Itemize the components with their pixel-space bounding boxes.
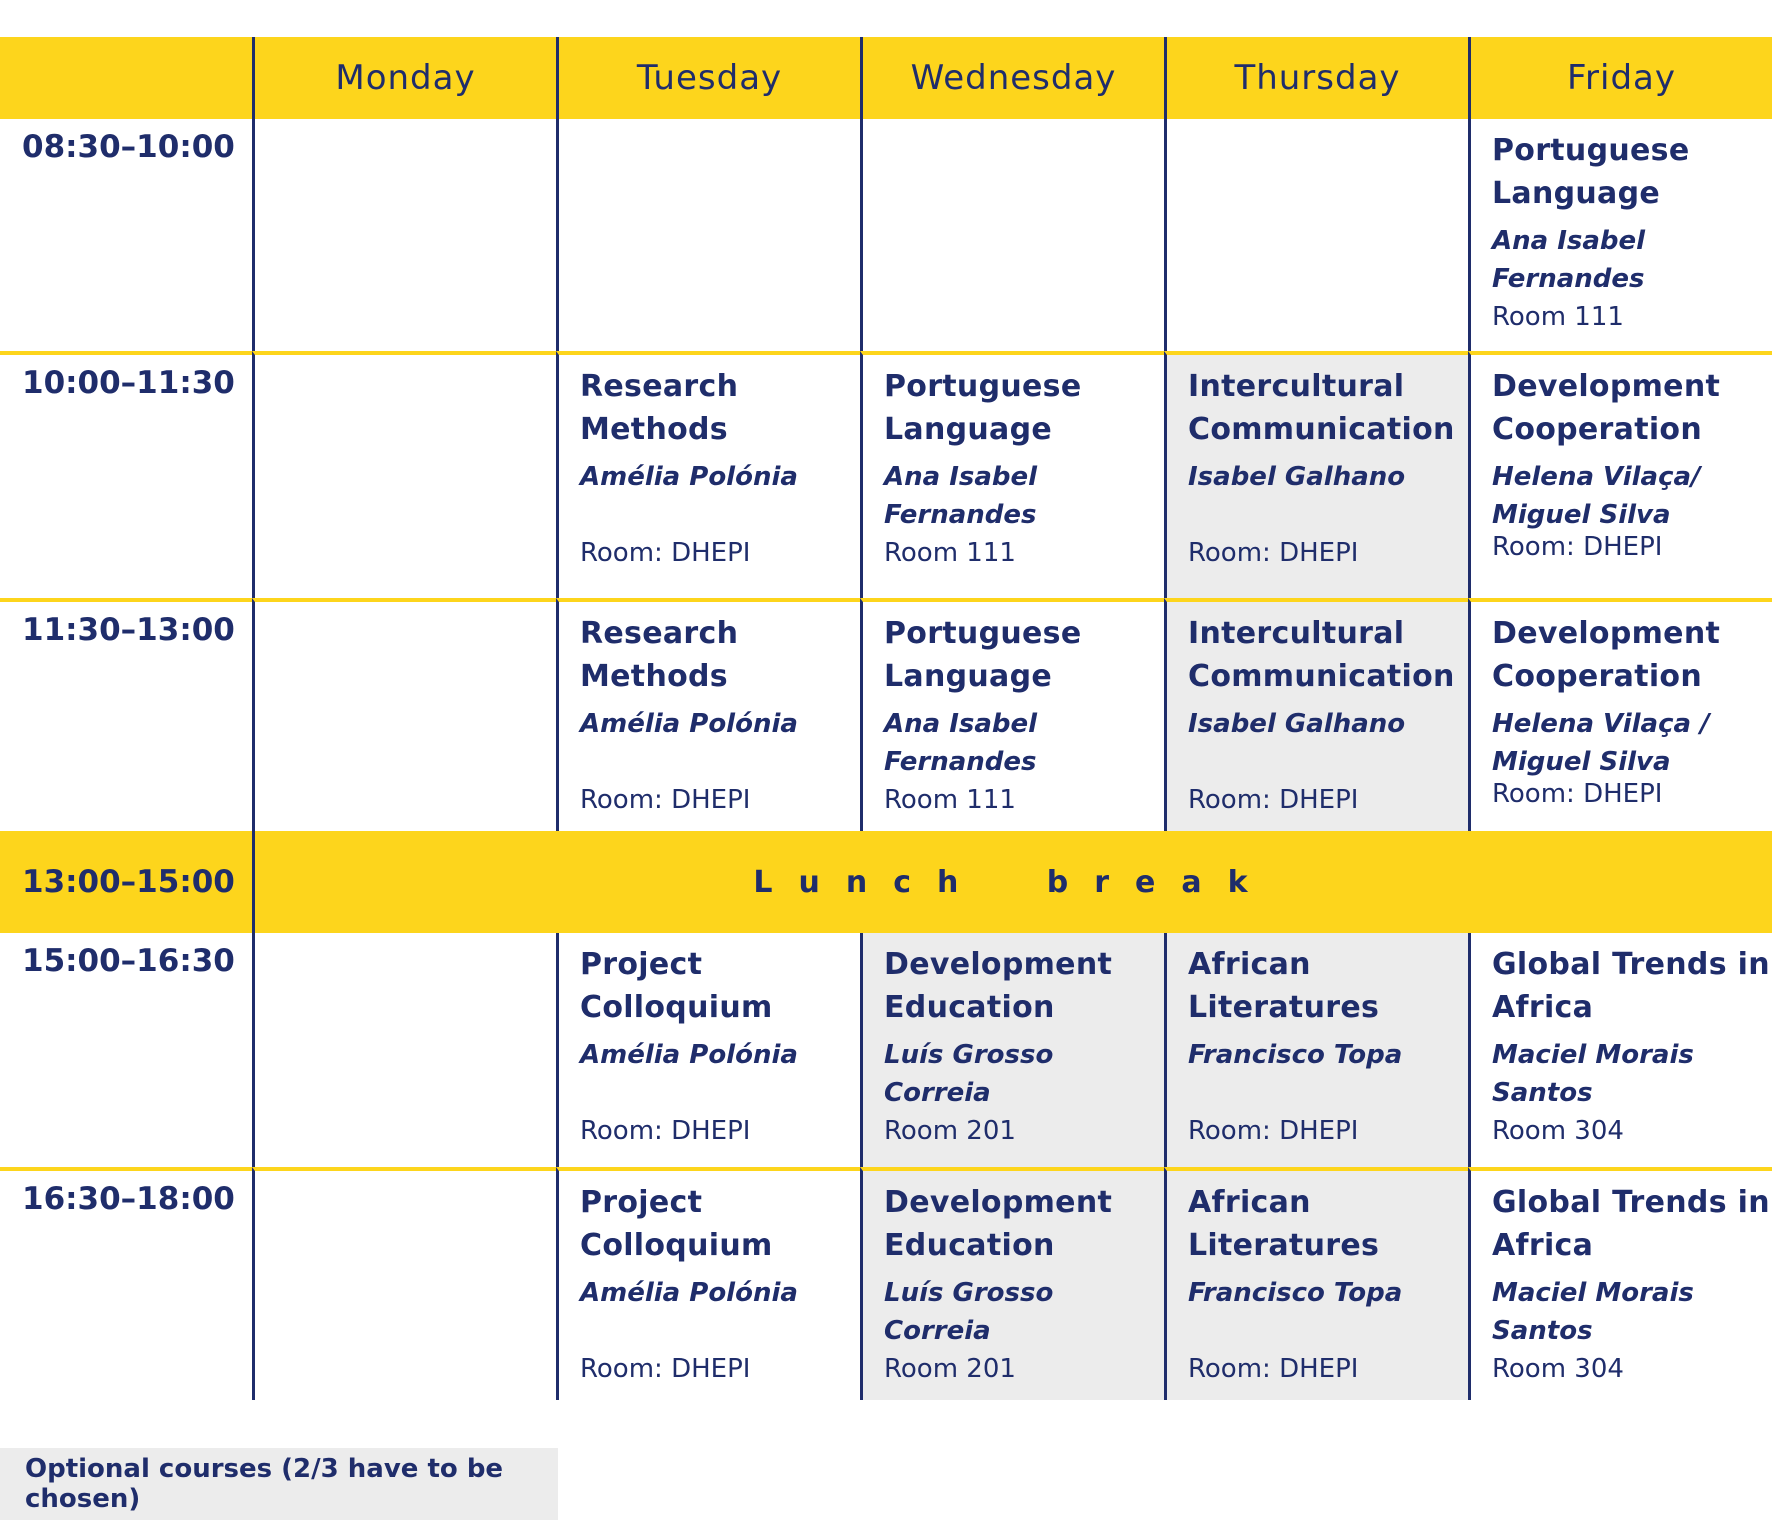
course-title: Development Education [884, 947, 1113, 1025]
course-room: Room 201 [884, 1354, 1016, 1384]
course-room: Room: DHEPI [580, 1354, 751, 1384]
empty-slot [252, 933, 556, 1167]
course-slot [556, 933, 860, 1167]
empty-slot [860, 119, 1164, 351]
course-slot [556, 598, 860, 831]
course-room: Room: DHEPI [580, 785, 751, 815]
optional-course-slot [1164, 933, 1468, 1167]
time-label: 16:30–18:00 [0, 1167, 252, 1400]
course-teacher: Helena Vilaça / Miguel Silva [1492, 709, 1710, 777]
course-room: Room: DHEPI [1492, 779, 1663, 809]
course-room: Room: DHEPI [1492, 532, 1663, 562]
course-teacher: Isabel Galhano [1188, 462, 1406, 492]
course-teacher: Amélia Polónia [580, 709, 798, 739]
empty-slot [1164, 119, 1468, 351]
header-wednesday: Wednesday [860, 37, 1164, 119]
course-teacher: Francisco Topa [1188, 1040, 1403, 1070]
course-room: Room 111 [884, 785, 1016, 815]
time-label: 15:00–16:30 [22, 943, 235, 979]
course-title: Global Trends in Africa [1492, 947, 1770, 1025]
course-teacher: Amélia Polónia [580, 1040, 798, 1070]
course-slot [1468, 933, 1772, 1167]
course-teacher: Francisco Topa [1188, 1278, 1403, 1308]
lunch-break: Lunch break [252, 831, 1772, 933]
course-title: Development Cooperation [1492, 616, 1721, 694]
course-teacher: Maciel Morais Santos [1492, 1278, 1694, 1346]
optional-course-slot [1164, 598, 1468, 831]
course-teacher: Helena Vilaça/ Miguel Silva [1492, 462, 1701, 530]
course-title: Intercultural Communication [1188, 369, 1455, 447]
course-room: Room: DHEPI [580, 538, 751, 568]
course-teacher: Ana Isabel Fernandes [1492, 226, 1646, 294]
course-room: Room: DHEPI [580, 1116, 751, 1146]
course-title: Project Colloquium [580, 947, 773, 1025]
course-slot [556, 1167, 860, 1400]
course-teacher: Luís Grosso Correia [884, 1278, 1054, 1346]
header-tuesday: Tuesday [556, 37, 860, 119]
course-teacher: Maciel Morais Santos [1492, 1040, 1694, 1108]
course-teacher: Isabel Galhano [1188, 709, 1406, 739]
course-title: African Literatures [1188, 947, 1380, 1025]
course-title: Development Cooperation [1492, 369, 1721, 447]
optional-course-slot [860, 1167, 1164, 1400]
timetable [0, 37, 1772, 1400]
time-label: 11:30–13:00 [0, 598, 252, 831]
empty-slot [556, 119, 860, 351]
header-monday: Monday [252, 37, 556, 119]
course-title: Research Methods [580, 369, 739, 447]
empty-slot [252, 119, 556, 351]
course-teacher: Ana Isabel Fernandes [884, 709, 1038, 777]
course-title: African Literatures [1188, 1185, 1380, 1263]
course-slot [1468, 598, 1772, 831]
course-teacher: Amélia Polónia [580, 1278, 798, 1308]
course-room: Room: DHEPI [1188, 785, 1359, 815]
course-title: Global Trends in Africa [1492, 1185, 1770, 1263]
header-corner [0, 37, 252, 119]
optional-course-slot [860, 933, 1164, 1167]
course-teacher: Amélia Polónia [580, 462, 798, 492]
header-friday: Friday [1468, 37, 1772, 119]
optional-course-slot [1164, 1167, 1468, 1400]
header-thursday: Thursday [1164, 37, 1468, 119]
time-label: 08:30–10:00 [22, 129, 235, 165]
course-room: Room: DHEPI [1188, 538, 1359, 568]
course-title: Portuguese Language [1492, 133, 1690, 211]
empty-slot [252, 598, 556, 831]
course-teacher: Ana Isabel Fernandes [884, 462, 1038, 530]
course-room: Room 111 [884, 538, 1016, 568]
course-room: Room 111 [1492, 302, 1624, 332]
course-slot [860, 351, 1164, 598]
course-slot [1468, 1167, 1772, 1400]
course-room: Room 201 [884, 1116, 1016, 1146]
course-title: Development Education [884, 1185, 1113, 1263]
course-title: Project Colloquium [580, 1185, 773, 1263]
course-title: Portuguese Language [884, 616, 1082, 694]
course-slot [556, 351, 860, 598]
time-label: 13:00–15:00 [0, 831, 252, 933]
course-room: Room: DHEPI [1188, 1116, 1359, 1146]
course-title: Research Methods [580, 616, 739, 694]
course-room: Room 304 [1492, 1354, 1624, 1384]
course-room: Room 304 [1492, 1116, 1624, 1146]
empty-slot [252, 1167, 556, 1400]
time-label: 10:00–11:30 [0, 351, 252, 598]
course-title: Intercultural Communication [1188, 616, 1455, 694]
optional-course-slot [1164, 351, 1468, 598]
course-teacher: Luís Grosso Correia [884, 1040, 1054, 1108]
course-slot [860, 598, 1164, 831]
course-room: Room: DHEPI [1188, 1354, 1359, 1384]
course-title: Portuguese Language [884, 369, 1082, 447]
course-slot [1468, 119, 1772, 351]
empty-slot [252, 351, 556, 598]
optional-courses-legend: Optional courses (2/3 have to be chosen) [0, 1448, 558, 1520]
course-slot [1468, 351, 1772, 598]
